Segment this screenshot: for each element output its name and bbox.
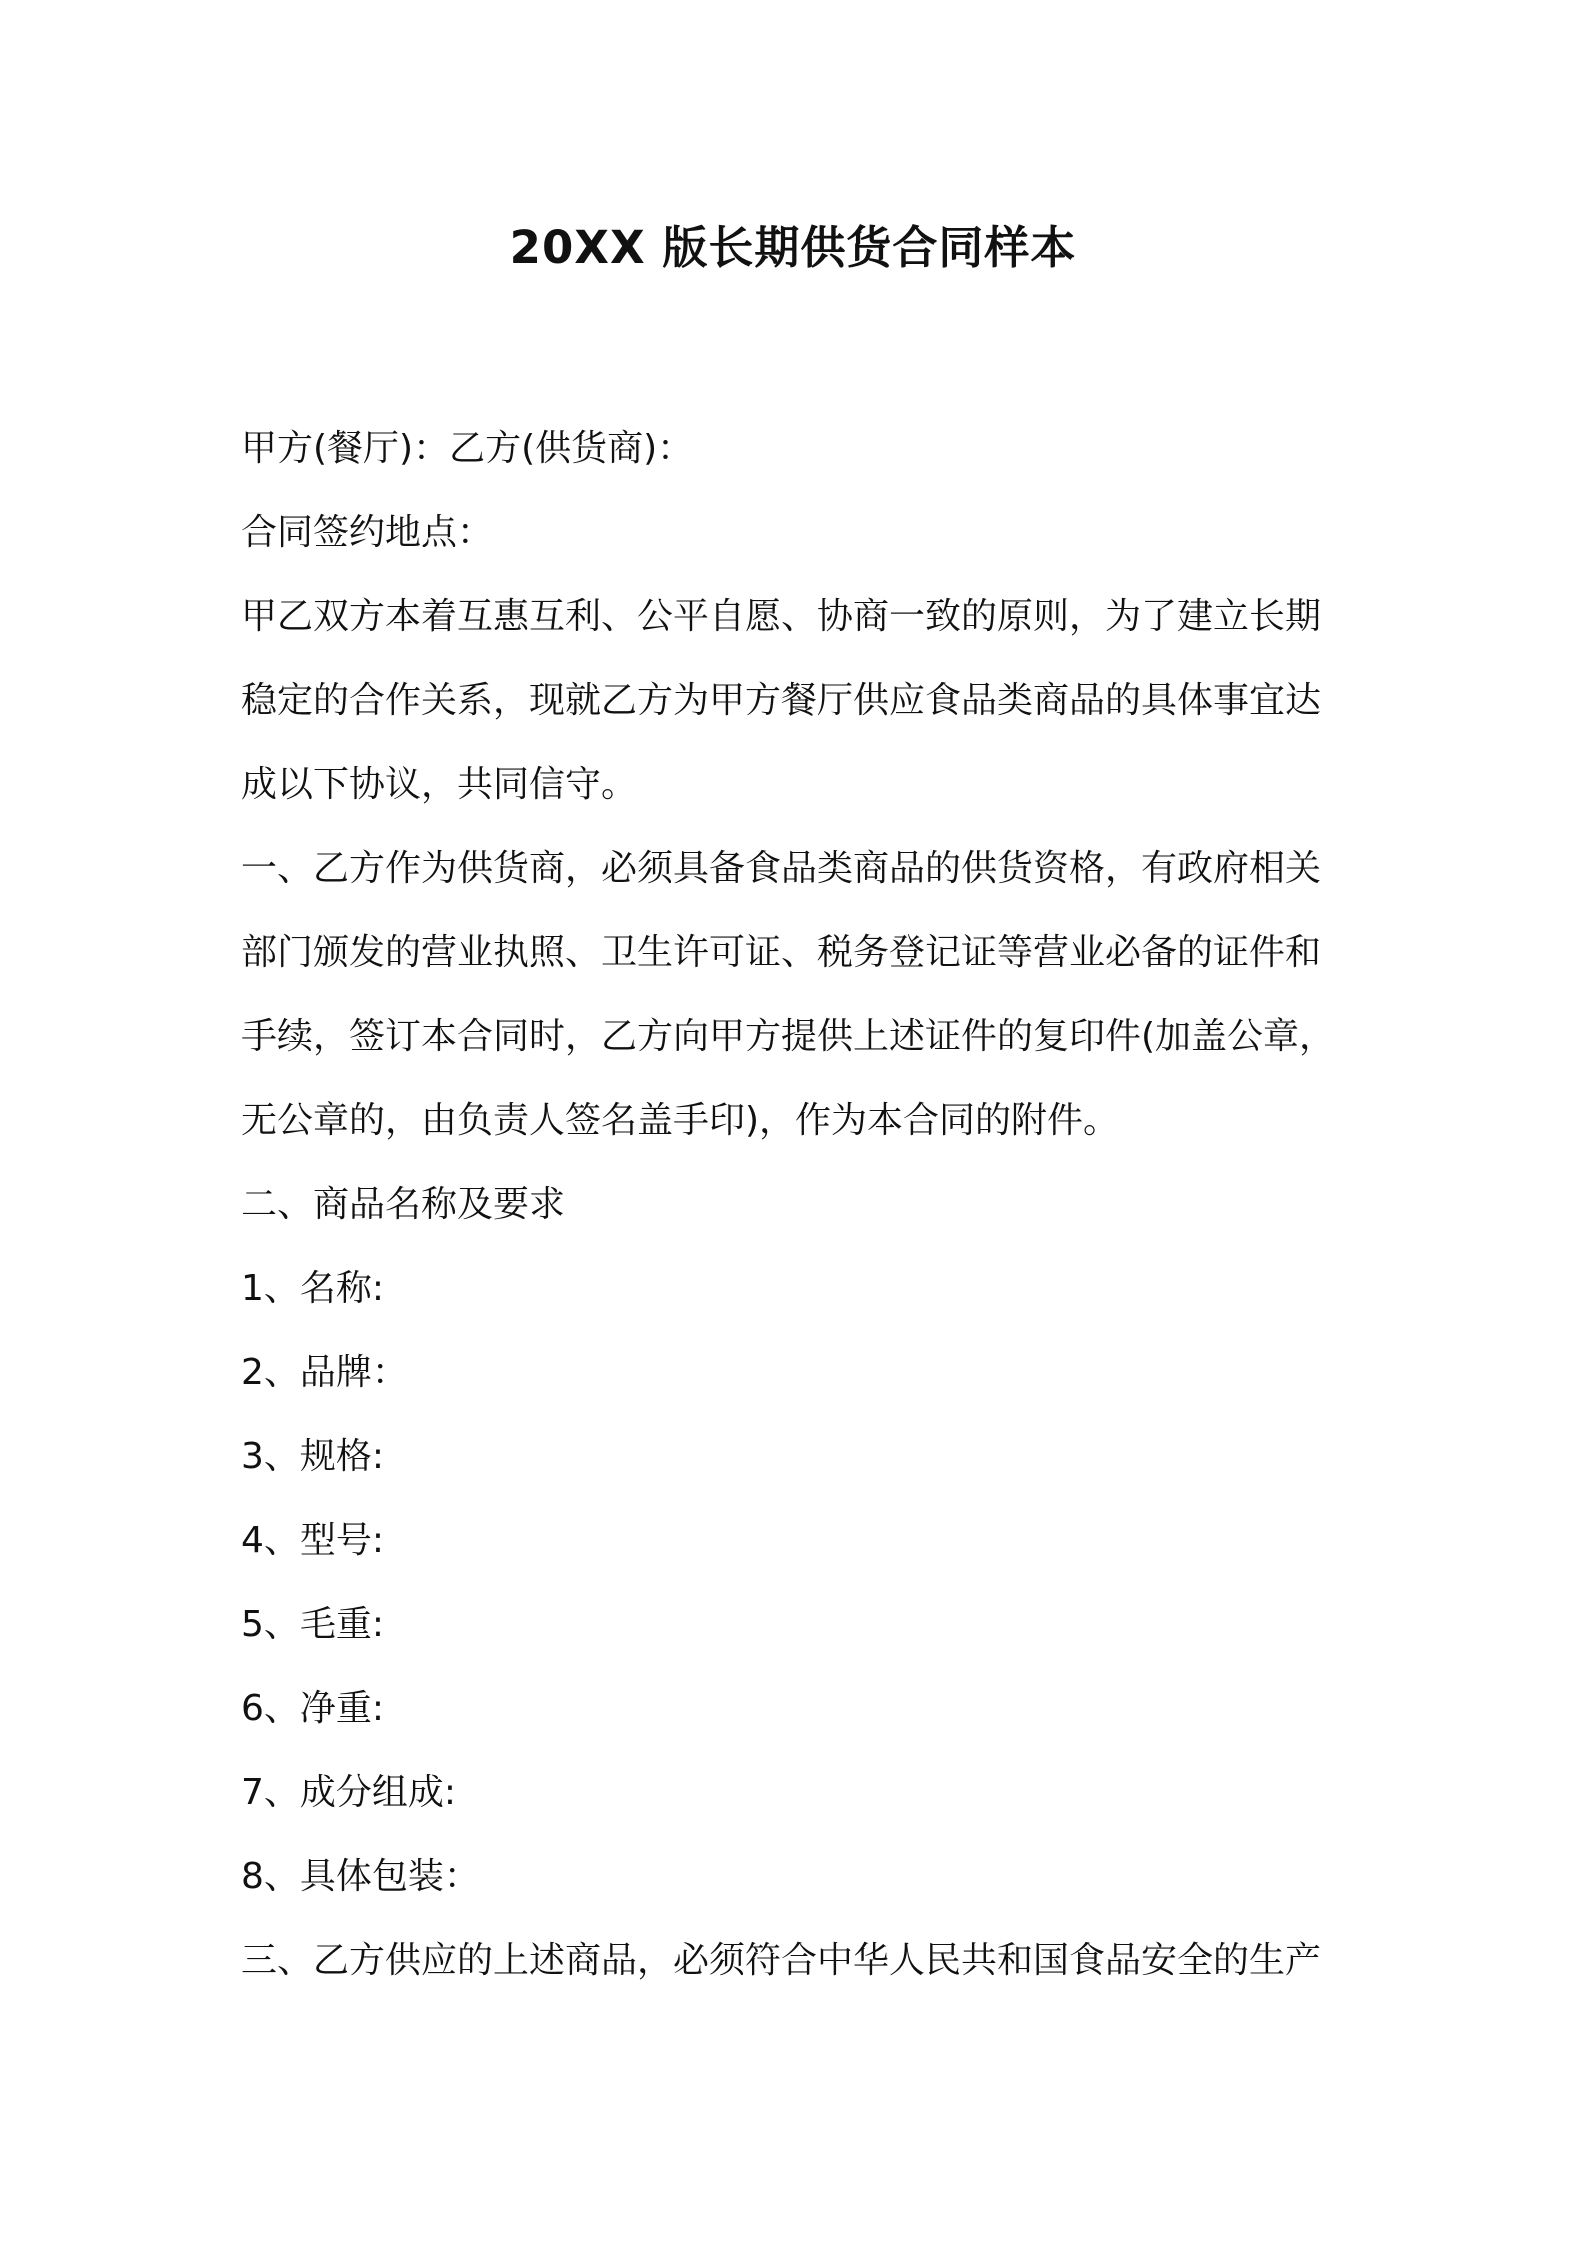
clause-1-paragraph (241, 827, 1361, 1163)
list-item: 6、净重: (241, 1688, 385, 1729)
clause-2-heading-text: 二、商品名称及要求 (241, 1184, 566, 1225)
clause-1-line: 手续，签订本合同时，乙方向甲方提供上述证件的复印件(加盖公章， (241, 1016, 1336, 1057)
clause-3-line: 三、乙方供应的上述商品，必须符合中华人民共和国食品安全的生产 (241, 1940, 1322, 1981)
signing-place-text: 合同签约地点： (241, 512, 494, 553)
intro-paragraph (241, 575, 1361, 827)
clause-1-line: 无公章的，由负责人签名盖手印)，作为本合同的附件。 (241, 1100, 1120, 1141)
list-item: 7、成分组成: (241, 1772, 457, 1813)
list-item: 3、规格: (241, 1436, 385, 1477)
clause-3-paragraph (241, 1919, 1361, 2003)
document-body (241, 407, 1361, 2003)
parties-line (241, 407, 1361, 491)
intro-line: 甲乙双方本着互惠互利、公平自愿、协商一致的原则，为了建立长期 (241, 596, 1322, 637)
intro-line: 成以下协议，共同信守。 (241, 764, 638, 805)
list-item: 4、型号: (241, 1520, 385, 1561)
list-item: 2、品牌： (241, 1352, 408, 1393)
clause-1-line: 部门颁发的营业执照、卫生许可证、税务登记证等营业必备的证件和 (241, 932, 1322, 973)
list-item: 8、具体包装： (241, 1856, 480, 1897)
document-title: 20XX 版长期供货合同样本 (509, 221, 1077, 274)
clause-1-line: 一、乙方作为供货商，必须具备食品类商品的供货资格，有政府相关 (241, 848, 1322, 889)
list-item: 5、毛重: (241, 1604, 385, 1645)
intro-line: 稳定的合作关系，现就乙方为甲方餐厅供应食品类商品的具体事宜达 (241, 680, 1322, 721)
parties-text: 甲方(餐厅)：乙方(供货商)： (241, 428, 694, 469)
signing-place-line (241, 491, 1361, 575)
item-list (241, 1247, 1361, 1919)
clause-2-heading (241, 1163, 1361, 1247)
list-item: 1、名称: (241, 1268, 385, 1309)
